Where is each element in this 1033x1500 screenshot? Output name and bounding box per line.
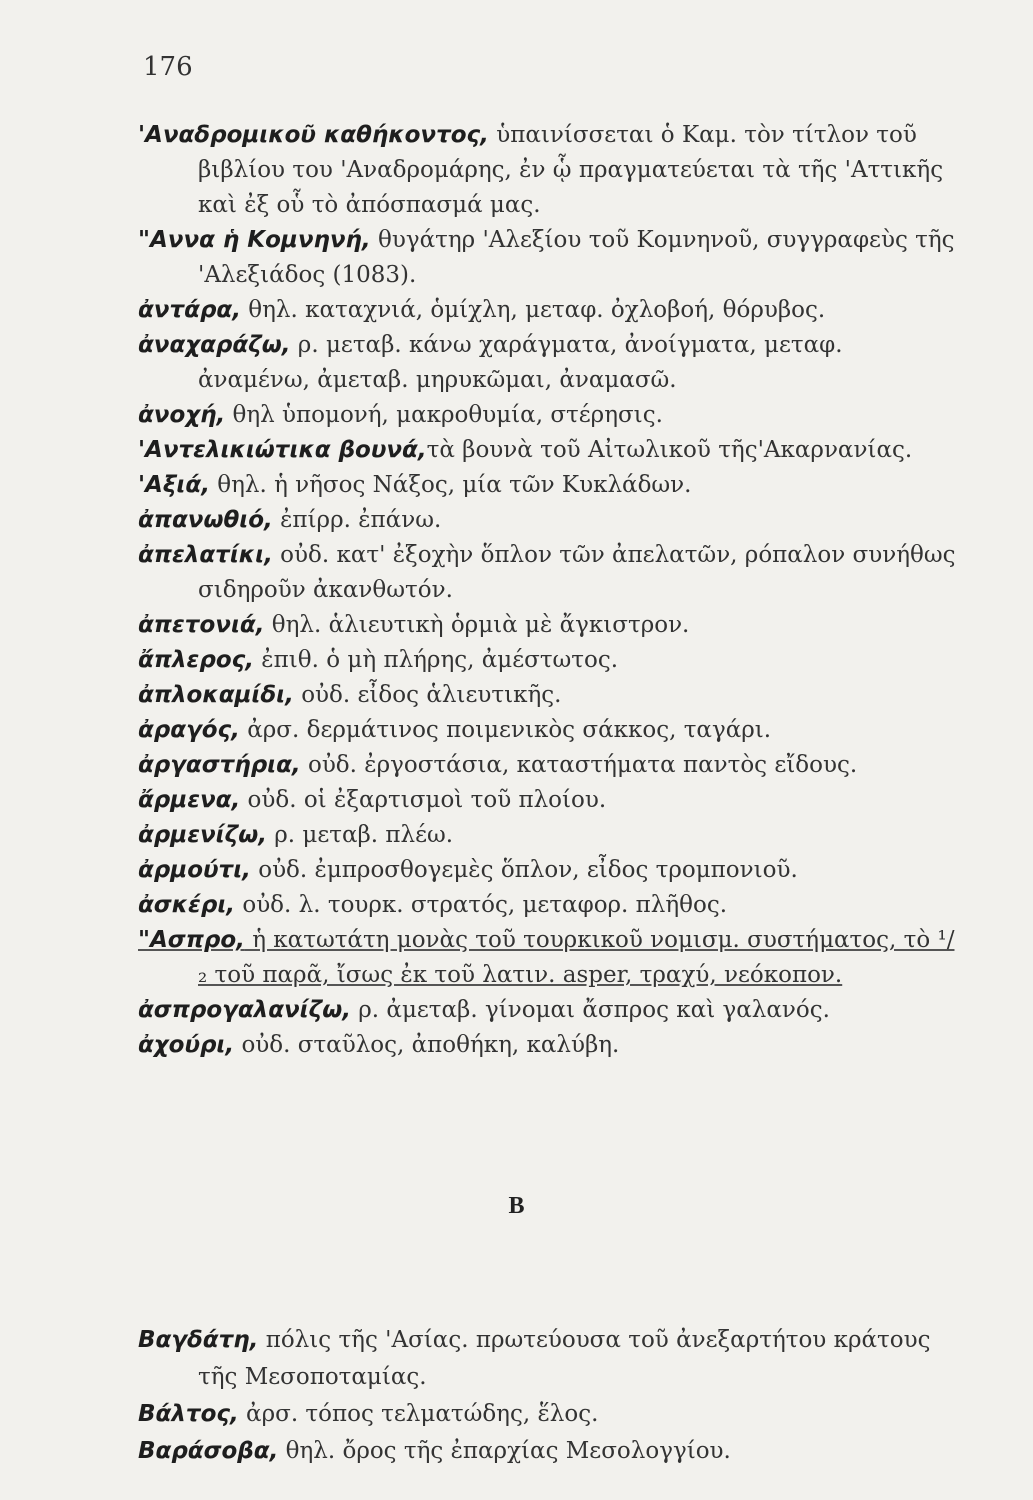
entry-term: "Ασπρο, (138, 927, 245, 953)
entry-term: ἀργαστήρια, (138, 752, 301, 778)
entry-definition: θηλ. ὄρος τῆς ἐπαρχίας Μεσολογγίου. (278, 1438, 731, 1464)
entry-definition: πόλις τῆς 'Ασίας. πρωτεύουσα τοῦ ἀνεξαρτήτου κράτους τῆς Μεσοποταμίας. (198, 1327, 931, 1390)
entry (138, 398, 958, 433)
entry-term: ἀρμούτι, (138, 857, 251, 883)
entries-section-b (138, 1322, 958, 1470)
entry (138, 433, 958, 468)
entry (138, 1028, 958, 1063)
entry-definition: ὑπαινίσσεται ὁ Καμ. τὸν τίτλον τοῦ βιβλίου του 'Αναδρομάρης, ἐν ᾧ πραγματεύεται τὰ τῆς 'Αττικῆς καὶ ἐξ οὗ τὸ ἀπόσπασμά μας. (198, 122, 944, 218)
entry-definition: ρ. μεταβ. πλέω. (266, 822, 454, 848)
entry (138, 468, 958, 503)
section-letter: B (508, 1193, 525, 1219)
entry-definition: θηλ. ἁλιευτικὴ ὁρμιὰ μὲ ἄγκιστρον. (264, 612, 690, 638)
entry-definition: ἀρσ. δερμάτινος ποιμενικὸς σάκκος, ταγάρι. (239, 717, 772, 743)
entry-definition: ἐπιθ. ὁ μὴ πλήρης, ἀμέστωτος. (254, 647, 619, 673)
entry (138, 853, 958, 888)
entry-term: ἀντάρα, (138, 297, 241, 323)
entry (138, 223, 958, 293)
entry-definition: θηλ. ἡ νῆσος Νάξος, μία τῶν Κυκλάδων. (209, 472, 692, 498)
entry-definition: οὐδ. ἐργοστάσια, καταστήματα παντὸς εἴδους. (300, 752, 858, 778)
entry-definition: οὐδ. εἶδος ἁλιευτικῆς. (293, 682, 562, 708)
entry-term: ἀνοχή, (138, 402, 226, 428)
entry-definition: οὐδ. οἱ ἐξαρτισμοὶ τοῦ πλοίου. (240, 787, 607, 813)
entry-term: 'Αναδρομικοῦ καθήκοντος, (138, 122, 489, 148)
entry (138, 328, 958, 398)
entry-definition: ἡ κατωτάτη μονὰς τοῦ τουρκικοῦ νομισμ. συστήματος, τὸ ¹/₂ τοῦ παρᾶ, ἴσως ἐκ τοῦ λατιν. asper, τραχύ, νεόκοπον. (198, 927, 955, 988)
entry (138, 678, 958, 713)
page-number: 176 (143, 52, 193, 82)
entry-term: ἀπλοκαμίδι, (138, 682, 294, 708)
entry-term: ἀπετονιά, (138, 612, 265, 638)
entry (138, 503, 958, 538)
entry-term: ἀπανωθιό, (138, 507, 273, 533)
entry-definition: οὐδ. λ. τουρκ. στρατός, μεταφορ. πλῆθος. (235, 892, 728, 918)
entry (138, 608, 958, 643)
entry-term: ἀρμενίζω, (138, 822, 267, 848)
entry (138, 748, 958, 783)
entry-term: Βάλτος, (138, 1401, 239, 1427)
entry (138, 783, 958, 818)
entry (138, 118, 958, 223)
entry-term: 'Αντελικιώτικα βουνά, (138, 437, 427, 463)
entry (138, 1433, 958, 1470)
entry-term: ἀναχαράζω, (138, 332, 291, 358)
entry-definition: τὰ βουνὰ τοῦ Αἰτωλικοῦ τῆς'Ακαρνανίας. (426, 437, 913, 463)
entry-term: ἀπελατίκι, (138, 542, 273, 568)
entry (138, 643, 958, 678)
entry (138, 993, 958, 1028)
entry-definition: θυγάτηρ 'Αλεξίου τοῦ Κομνηνοῦ, συγγραφεὺς τῆς 'Αλεξιάδος (1083). (198, 227, 955, 288)
entry-underlined (138, 923, 958, 993)
entry-term: "Αννα ἡ Κομνηνή, (138, 227, 371, 253)
entry (138, 293, 958, 328)
entry (138, 888, 958, 923)
entry-term: ἄρμενα, (138, 787, 241, 813)
entry-term: Βαγδάτη, (138, 1327, 259, 1353)
entry-definition: ἐπίρρ. ἐπάνω. (272, 507, 442, 533)
entry-term: 'Αξιά, (138, 472, 210, 498)
entry-term: ἄπλερος, (138, 647, 254, 673)
entry-definition: θηλ ὑπομονή, μακροθυμία, στέρησις. (225, 402, 663, 428)
entry-definition: ρ. μεταβ. κάνω χαράγματα, ἀνοίγματα, μεταφ. ἀναμένω, ἀμεταβ. μηρυκῶμαι, ἀναμασῶ. (198, 332, 843, 393)
entry-definition: οὐδ. σταῦλος, ἀποθήκη, καλύβη. (234, 1032, 620, 1058)
entry-definition: οὐδ. κατ' ἐξοχὴν ὅπλον τῶν ἀπελατῶν, ρόπαλον συνήθως σιδηροῦν ἀκανθωτόν. (198, 542, 956, 603)
entry-definition: οὐδ. ἐμπροσθογεμὲς ὅπλον, εἶδος τρομπονιοῦ. (250, 857, 798, 883)
entry-term: ἀραγός, (138, 717, 240, 743)
entry-term: Βαράσοβα, (138, 1438, 279, 1464)
entry (138, 1396, 958, 1433)
entry-term: ἀσπρογαλανίζω, (138, 997, 351, 1023)
entry (138, 818, 958, 853)
entry-term: ἀσκέρι, (138, 892, 236, 918)
entry (138, 538, 958, 608)
entries-section-a (138, 118, 958, 1063)
entry-definition: θηλ. καταχνιά, ὁμίχλη, μεταφ. ὀχλοβοή, θόρυβος. (240, 297, 826, 323)
entry-definition: ἀρσ. τόπος τελματώδης, ἕλος. (238, 1401, 599, 1427)
entry (138, 713, 958, 748)
entry-definition: ρ. ἀμεταβ. γίνομαι ἄσπρος καὶ γαλανός. (350, 997, 830, 1023)
entry (138, 1322, 958, 1396)
entry-term: ἀχούρι, (138, 1032, 235, 1058)
